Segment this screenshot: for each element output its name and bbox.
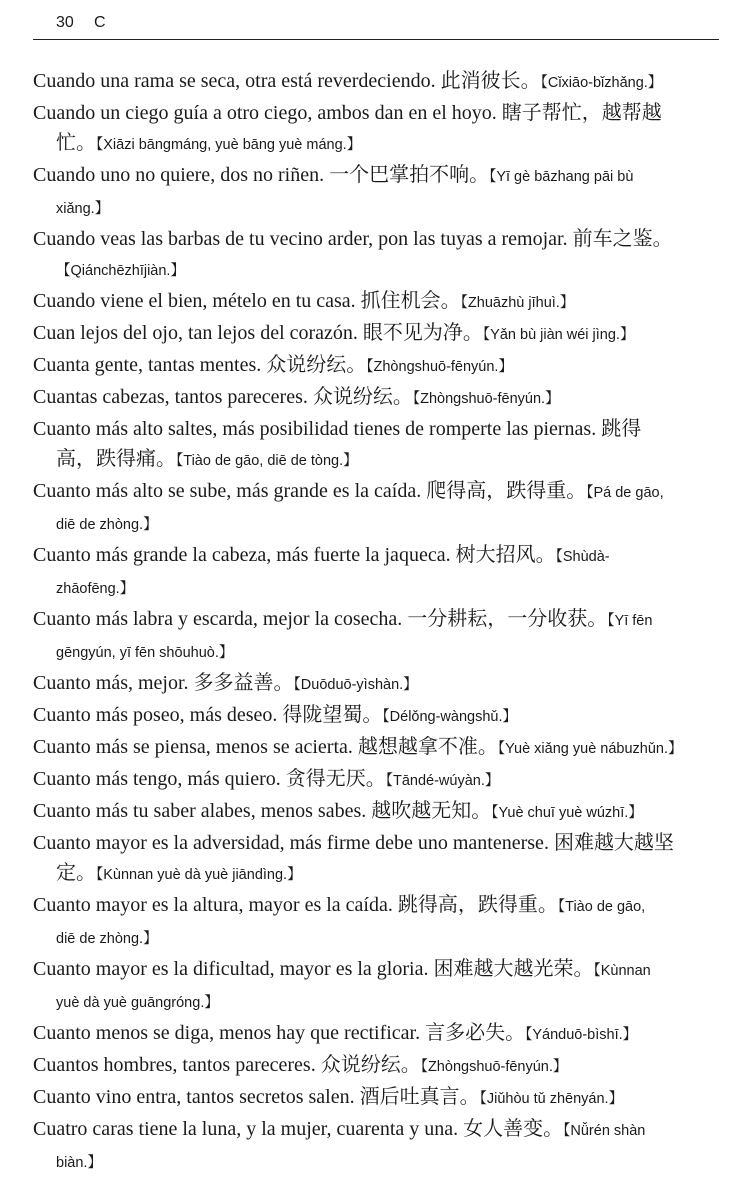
proverb-text: Cuanta gente, tantas mentes. 众说纷纭。 (33, 354, 367, 376)
proverb-text: Cuanto mayor es la dificultad, mayor es la gloria. 困难越大越光荣。 (33, 958, 594, 980)
entry-line (33, 796, 723, 828)
pinyin: diē de zhòng.】 (56, 517, 158, 533)
pinyin: 【Qiánchēzhījiàn.】 (56, 263, 185, 279)
proverb-entry (33, 476, 723, 540)
proverb-text: Cuan lejos del ojo, tan lejos del corazón. 眼不见为净。 (33, 322, 483, 344)
pinyin: 【Yuè xiǎng yuè nábuzhǔn.】 (497, 741, 683, 757)
proverb-text: Cuanto más grande la cabeza, más fuerte la jaqueca. 树大招风。 (33, 544, 556, 566)
entry-line (33, 224, 723, 254)
pinyin: 【Zhuāzhù jīhuì.】 (460, 295, 575, 311)
entry-line (33, 764, 723, 796)
entry-continuation (33, 254, 723, 286)
entry-continuation (33, 858, 723, 890)
entry-line (33, 700, 723, 732)
proverb-text: Cuando un ciego guía a otro ciego, ambos dan en el hoyo. 瞎子帮忙，越帮越 (33, 102, 662, 124)
entry-continuation (33, 444, 723, 476)
pinyin: 【Duōduō-yìshàn.】 (293, 677, 418, 693)
pinyin: 【Pá de gāo, (586, 485, 664, 501)
proverb-entry (33, 382, 723, 414)
pinyin: 【Zhòngshuō-fēnyún.】 (420, 1059, 568, 1075)
entry-line (33, 66, 723, 98)
proverb-entry (33, 890, 723, 954)
proverb-entry (33, 1082, 723, 1114)
pinyin: 【Tiào de gāo, (557, 899, 646, 915)
page-number: 30 (56, 14, 74, 31)
proverb-entry (33, 700, 723, 732)
pinyin: 【Tiào de gāo, diē de tòng.】 (176, 453, 358, 469)
proverb-entry (33, 66, 723, 98)
entry-continuation (33, 128, 723, 160)
pinyin: 【Kùnnan (593, 963, 651, 979)
entry-continuation (33, 192, 723, 224)
entry-line (33, 828, 723, 858)
entry-line (33, 160, 723, 192)
pinyin: 【Nǚrén shàn (563, 1123, 646, 1139)
proverb-entry (33, 350, 723, 382)
proverb-text: Cuando viene el bien, mételo en tu casa. 抓住机会。 (33, 290, 461, 312)
proverb-text: Cuanto más alto se sube, más grande es la caída. 爬得高，跌得重。 (33, 480, 587, 502)
entry-line (33, 890, 723, 922)
proverb-text: 定。 (56, 862, 96, 884)
pinyin: gēngyún, yī fēn shōuhuò.】 (56, 645, 234, 661)
proverb-text: Cuanto menos se diga, menos hay que rectificar. 言多必失。 (33, 1022, 526, 1044)
pinyin: xiǎng.】 (56, 201, 110, 217)
entry-line (33, 1018, 723, 1050)
pinyin: 【Délǒng-wàngshǔ.】 (382, 709, 518, 725)
entry-line (33, 1114, 723, 1146)
entry-line (33, 954, 723, 986)
pinyin: diē de zhòng.】 (56, 931, 158, 947)
pinyin: 【Yánduō-bìshī.】 (525, 1027, 638, 1043)
entry-line (33, 1050, 723, 1082)
entry-continuation (33, 572, 723, 604)
proverb-text: Cuando uno no quiere, dos no riñen. 一个巴掌拍不响。 (33, 164, 490, 186)
proverb-text: Cuanto más tengo, más quiero. 贪得无厌。 (33, 768, 386, 790)
proverb-text: Cuanto más alto saltes, más posibilidad tienes de romperte las piernas. 跳得 (33, 418, 642, 440)
proverb-text: Cuanto más, mejor. 多多益善。 (33, 672, 294, 694)
proverb-text: Cuanto mayor es la altura, mayor es la caída. 跳得高，跌得重。 (33, 894, 558, 916)
proverb-text: Cuantos hombres, tantos pareceres. 众说纷纭。 (33, 1054, 421, 1076)
proverb-text: Cuanto vino entra, tantos secretos salen. 酒后吐真言。 (33, 1086, 480, 1108)
entry-continuation (33, 922, 723, 954)
proverb-text: Cuando una rama se seca, otra está reverdeciendo. 此消彼长。 (33, 70, 541, 92)
pinyin: 【Jiǔhòu tǔ zhēnyán.】 (479, 1091, 624, 1107)
pinyin: 【Yī fēn (607, 613, 653, 629)
proverb-entry (33, 796, 723, 828)
pinyin: 【Yī gè bāzhang pāi bù (489, 169, 634, 185)
page-header (33, 14, 719, 40)
pinyin: yuè dà yuè guāngróng.】 (56, 995, 219, 1011)
entry-line (33, 382, 723, 414)
proverb-entry (33, 160, 723, 224)
entry-line (33, 1082, 723, 1114)
pinyin: 【Yuè chuī yuè wúzhī.】 (491, 805, 643, 821)
entry-continuation (33, 1146, 723, 1178)
proverb-text: Cuanto más se piensa, menos se acierta. 越想越拿不准。 (33, 736, 498, 758)
pinyin: 【Yǎn bù jiàn wéi jìng.】 (482, 327, 635, 343)
proverb-entry (33, 540, 723, 604)
entry-line (33, 476, 723, 508)
entry-line (33, 604, 723, 636)
proverb-entry (33, 224, 723, 286)
proverb-entry (33, 318, 723, 350)
pinyin: 【Shùdà- (555, 549, 610, 565)
proverb-text: Cuatro caras tiene la luna, y la mujer, cuarenta y una. 女人善变。 (33, 1118, 564, 1140)
pinyin: biàn.】 (56, 1155, 102, 1171)
entry-line (33, 318, 723, 350)
proverb-text: 忙。 (56, 132, 96, 154)
proverb-entry (33, 414, 723, 476)
proverb-text: Cuando veas las barbas de tu vecino arder, pon las tuyas a remojar. 前车之鉴。 (33, 228, 673, 250)
proverb-text: Cuantas cabezas, tantos pareceres. 众说纷纭。 (33, 386, 413, 408)
entry-line (33, 668, 723, 700)
pinyin: zhāofēng.】 (56, 581, 135, 597)
proverb-text: Cuanto más tu saber alabes, menos sabes. 越吹越无知。 (33, 800, 492, 822)
entry-continuation (33, 636, 723, 668)
entry-line (33, 350, 723, 382)
pinyin: 【Xiāzi bāngmáng, yuè bāng yuè máng.】 (96, 137, 362, 153)
entry-line (33, 540, 723, 572)
proverb-text: 高，跌得痛。 (56, 448, 176, 470)
proverb-entry (33, 828, 723, 890)
proverb-entry (33, 1018, 723, 1050)
proverb-text: Cuanto más labra y escarda, mejor la cosecha. 一分耕耘，一分收获。 (33, 608, 608, 630)
proverb-entry (33, 764, 723, 796)
entry-continuation (33, 508, 723, 540)
entry-line (33, 414, 723, 444)
proverb-entry (33, 1114, 723, 1178)
entry-line (33, 732, 723, 764)
section-letter: C (94, 14, 106, 31)
pinyin: 【Zhòngshuō-fēnyún.】 (412, 391, 560, 407)
entry-line (33, 286, 723, 318)
proverb-text: Cuanto mayor es la adversidad, más firme debe uno mantenerse. 困难越大越坚 (33, 832, 674, 854)
pinyin: 【Cǐxiāo-bǐzhǎng.】 (540, 75, 663, 91)
proverb-entry (33, 604, 723, 668)
proverb-list (33, 66, 723, 1178)
proverb-text: Cuanto más poseo, más deseo. 得陇望蜀。 (33, 704, 383, 726)
proverb-entry (33, 954, 723, 1018)
pinyin: 【Zhòngshuō-fēnyún.】 (366, 359, 513, 375)
pinyin: 【Kùnnan yuè dà yuè jiāndìng.】 (96, 867, 302, 883)
proverb-entry (33, 98, 723, 160)
proverb-entry (33, 1050, 723, 1082)
proverb-entry (33, 286, 723, 318)
proverb-entry (33, 668, 723, 700)
entry-line (33, 98, 723, 128)
entry-continuation (33, 986, 723, 1018)
pinyin: 【Tāndé-wúyàn.】 (385, 773, 500, 789)
proverb-entry (33, 732, 723, 764)
